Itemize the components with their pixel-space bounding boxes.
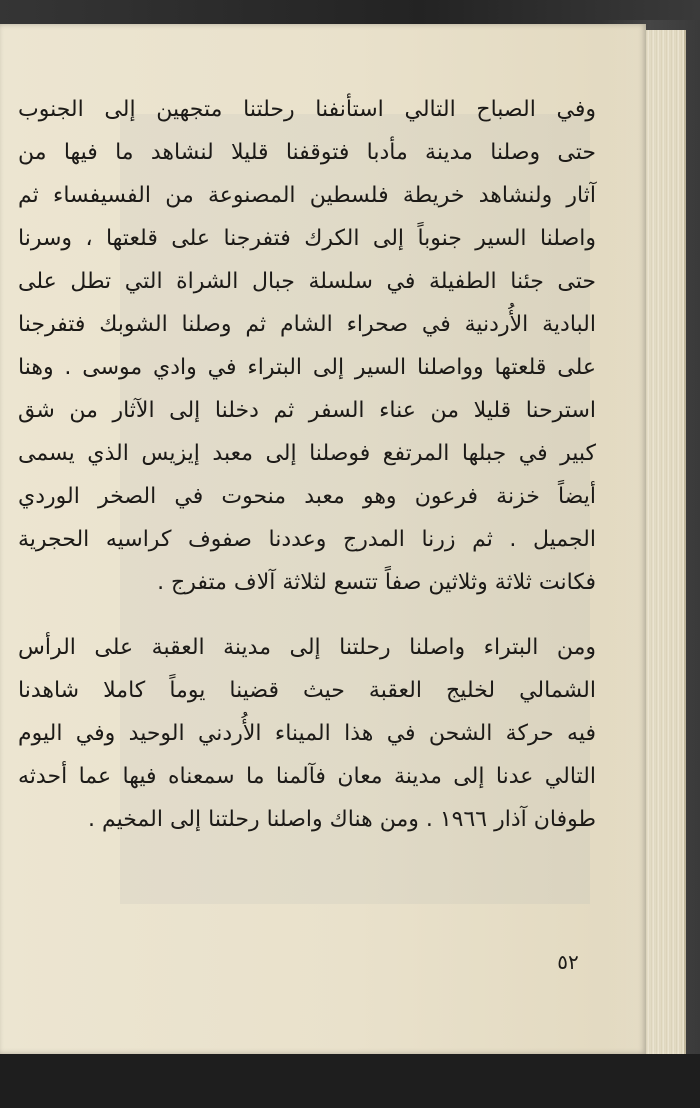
text-line: كبير في جبلها المرتفع فوصلنا إلى معبد إيزيس الذي يسمى (18, 441, 596, 466)
text-line: ومن البتراء واصلنا رحلتنا إلى مدينة العقبة على الرأس (18, 635, 596, 660)
paragraph-1 (18, 96, 596, 596)
text-line: فيه حركة الشحن في هذا الميناء الأُردني الوحيد وفي اليوم (18, 721, 596, 746)
text-line: طوفان آذار ١٩٦٦ . ومن هناك واصلنا رحلتنا إلى المخيم . (87, 807, 596, 832)
text-line: وفي الصباح التالي استأنفنا رحلتنا متجهين إلى الجنوب (18, 97, 596, 122)
text-line: التالي عدنا إلى مدينة معان فآلمنا ما سمعناه فيها عما أحدثه (18, 764, 596, 789)
text-line: حتى جئنا الطفيلة في سلسلة جبال الشراة التي تطل على (18, 269, 596, 294)
text-line: استرحنا قليلا من عناء السفر ثم دخلنا إلى الآثار من شق (18, 398, 596, 423)
text-line: الجميل . ثم زرنا المدرج وعددنا صفوف كراسيه الحجرية (18, 527, 596, 552)
text-line: أيضاً خزنة فرعون وهو معبد منحوت في الصخر الوردي (18, 484, 596, 509)
text-line: الشمالي لخليج العقبة حيث قضينا يوماً كاملا شاهدنا (18, 678, 596, 703)
text-line: فكانت ثلاثة وثلاثين صفاً تتسع لثلاثة آلاف متفرج . (157, 570, 596, 595)
text-line: على قلعتها وواصلنا السير إلى البتراء في وادي موسى . وهنا (18, 355, 596, 380)
text-line: البادية الأُردنية في صحراء الشام ثم وصلنا الشوبك فتفرجنا (18, 312, 596, 337)
scan-bottom-edge (0, 1054, 700, 1108)
plastic-sleeve-reflection (600, 20, 700, 1080)
text-line: واصلنا السير جنوباً إلى الكرك فتفرجنا على قلعتها ، وسرنا (18, 226, 596, 251)
text-line: حتى وصلنا مدينة مأدبا فتوقفنا قليلا لنشاهد ما فيها من (18, 140, 596, 165)
text-line: آثار ولنشاهد خريطة فلسطين المصنوعة من الفسيفساء ثم (18, 183, 596, 208)
page-number: ٥٢ (557, 950, 579, 974)
paragraph-spacer (18, 612, 596, 634)
paragraph-2 (18, 634, 596, 833)
body-text (18, 96, 596, 849)
